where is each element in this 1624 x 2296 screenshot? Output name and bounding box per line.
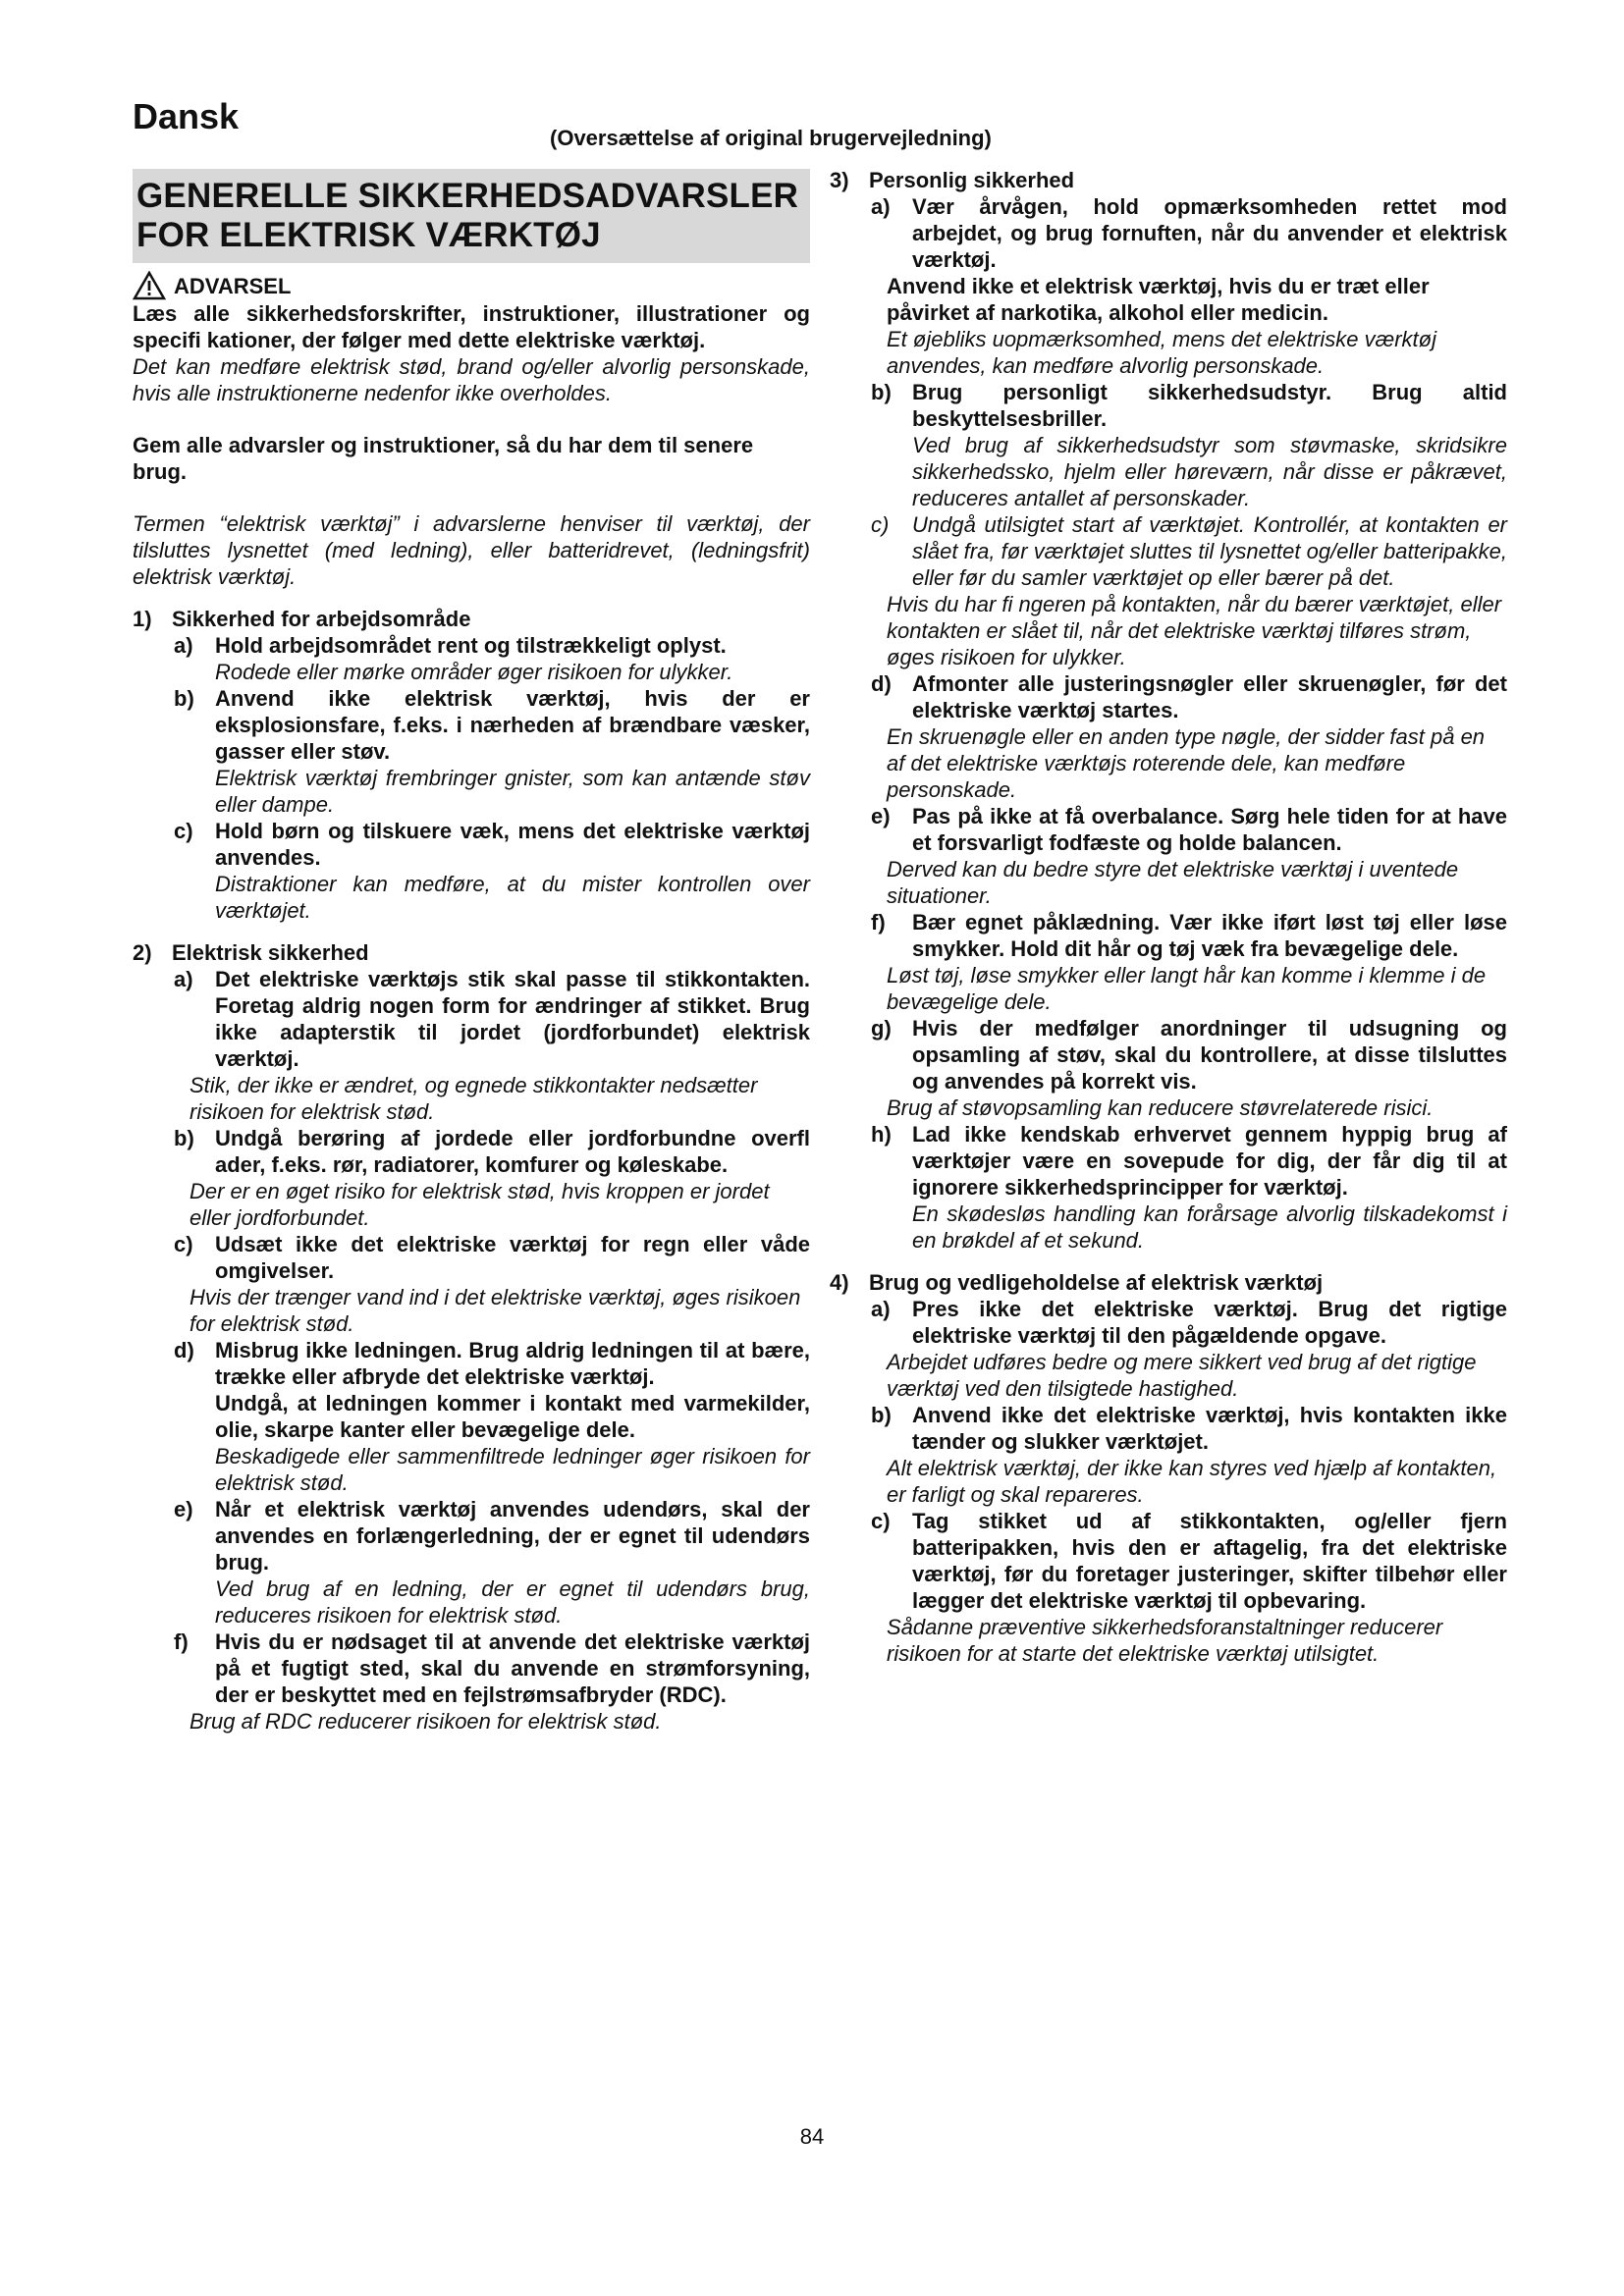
item-note: En skødesløs handling kan forårsage alvorlig tilskadekomst i en brøkdel af et sekund. [912,1201,1507,1253]
section-heading: GENERELLE SIKKERHEDSADVARSLER FOR ELEKTRISK VÆRKTØJ [133,169,810,263]
item-note: Brug af støvopsamling kan reducere støvrelaterede risici. [887,1095,1434,1120]
list-item: b) Undgå berøring af jordede eller jordforbundne overfl ader, f.eks. rør, radiatorer, komfurer og køleskabe. [174,1126,810,1177]
list-item: d) Afmonter alle justeringsnøgler eller skruenøgler, før det elektriske værktøj startes. [871,671,1507,722]
item-note: Beskadigede eller sammenfiltrede ledninger øger risikoen for elektrisk stød. [215,1444,810,1495]
intro-italic: Det kan medføre elektrisk stød, brand og/eller alvorlig personskade, hvis alle instruktionerne nedenfor ikke overholdes. [133,354,810,405]
item-note: Rodede eller mørke områder øger risikoen for ulykker. [215,660,733,684]
item-note: Derved kan du bedre styre det elektriske værktøj i uventede situationer. [887,857,1459,908]
item-note: Der er en øget risiko for elektrisk stød, hvis kroppen er jordet eller jordforbundet. [189,1179,770,1230]
list-item: g) Hvis der medfølger anordninger til udsugning og opsamling af støv, skal du kontrollere, at disse tilsluttes og anvendes på korrekt vis. [871,1016,1507,1094]
item-note: Ved brug af en ledning, der er egnet til udendørs brug, reduceres risikoen for elektrisk stød. [215,1576,810,1628]
item-note: Distraktioner kan medføre, at du mister kontrollen over værktøjet. [215,872,810,923]
document-subtitle: (Oversættelse af original brugervejledning) [550,126,992,150]
list-item: c) Hold børn og tilskuere væk, mens det elektriske værktøj anvendes. [174,819,810,870]
list-item: f) Hvis du er nødsaget til at anvende det elektriske værktøj på et fugtigt sted, skal du anvende en strømforsyning, der er beskyttet med en fejlstrømsafbryder (RDC). [174,1629,810,1707]
list-item: b) Anvend ikke det elektriske værktøj, hvis kontakten ikke tænder og slukker værktøjet. [871,1403,1507,1454]
intro-bold: Læs alle sikkerhedsforskrifter, instruktioner, illustrationer og specifi kationer, der følger med dette elektriske værktøj. [133,301,810,352]
section-1-title: 1) Sikkerhed for arbejdsområde [133,607,471,631]
item-note: En skruenøgle eller en anden type nøgle, der sidder fast på en af det elektriske værktøjs roterende dele, kan medføre personskade. [887,724,1486,802]
item-note: Sådanne præventive sikkerhedsforanstaltninger reducerer risikoen for at starte det elektriske værktøj utilsigtet. [887,1615,1443,1666]
list-item: a) Vær årvågen, hold opmærksomheden rettet mod arbejdet, og brug fornuften, når du anvender et elektrisk værktøj. [871,194,1507,272]
warning-label: ADVARSEL [174,273,292,298]
section-3-title: 3) Personlig sikkerhed [830,168,1075,192]
list-item: a) Hold arbejdsområdet rent og tilstrækkeligt oplyst. [174,633,727,658]
list-item: c) Tag stikket ud af stikkontakten, og/eller fjern batteripakken, hvis den er aftagelig, fra det elektriske værktøj, før du foretager justeringer, skifter tilbehør eller lægger det elektriske værktøj til opbevaring. [871,1509,1507,1613]
list-item: b) Brug personligt sikkerhedsudstyr. Brug altid beskyttelsesbriller. [871,380,1507,431]
list-item: f) Bær egnet påklædning. Vær ikke iført løst tøj eller løse smykker. Hold dit hår og tøj væk fra bevægelige dele. [871,910,1507,961]
list-item: c) Undgå utilsigtet start af værktøjet. Kontrollér, at kontakten er slået fra, før værktøjet sluttes til lysnettet og/eller batteripakke, eller før du samler værktøjet op eller bærer på det. [871,512,1507,590]
list-item: e) Når et elektrisk værktøj anvendes udendørs, skal der anvendes en forlængerledning, der er egnet til udendørs brug. [174,1497,810,1575]
keep-instructions: Gem alle advarsler og instruktioner, så du har dem til senere brug. [133,433,754,484]
list-item: d) Misbrug ikke ledningen. Brug aldrig ledningen til at bære, trække eller afbryde det elektriske værktøj. Undgå, at ledningen kommer i kontakt med varmekilder, olie, skarpe kanter eller bevægelige dele. [174,1338,810,1442]
item-note: Arbejdet udføres bedre og mere sikkert ved brug af det rigtige værktøj ved den tilsigtede hastighed. [887,1350,1477,1401]
item-note: Hvis du har fi ngeren på kontakten, når du bærer værktøjet, eller kontakten er slået til, når det elektriske værktøj tilføres strøm, øges risikoen for ulykker. [887,592,1502,669]
item-note: Elektrisk værktøj frembringer gnister, som kan antænde støv eller dampe. [215,766,810,817]
item-note: Alt elektrisk værktøj, der ikke kan styres ved hjælp af kontakten, er farligt og skal repareres. [887,1456,1497,1507]
list-item: a) Pres ikke det elektriske værktøj. Brug det rigtige elektriske værktøj til den pågældende opgave. [871,1297,1507,1348]
item-note: Hvis der trænger vand ind i det elektriske værktøj, øges risikoen for elektrisk stød. [189,1285,801,1336]
section-4-title: 4) Brug og vedligeholdelse af elektrisk værktøj [830,1270,1324,1295]
item-note: Brug af RDC reducerer risikoen for elektrisk stød. [189,1709,662,1734]
list-item: a) Det elektriske værktøjs stik skal passe til stikkontakten. Foretag aldrig nogen form for ændringer af stikket. Brug ikke adapterstik til jordet (jordforbundet) elektrisk værktøj. [174,967,810,1071]
item-note: Ved brug af sikkerhedsudstyr som støvmaske, skridsikre sikkerhedssko, hjelm eller høreværn, når disse er påkrævet, reduceres antallet af personskader. [912,433,1507,510]
section-2-title: 2) Elektrisk sikkerhed [133,940,369,965]
item-continuation: Anvend ikke et elektrisk værktøj, hvis du er træt eller påvirket af narkotika, alkohol eller medicin. [887,274,1430,325]
page-number: 84 [799,2124,825,2149]
list-item: e) Pas på ikke at få overbalance. Sørg hele tiden for at have et forsvarligt fodfæste og holde balancen. [871,804,1507,855]
list-item: c) Udsæt ikke det elektriske værktøj for regn eller våde omgivelser. [174,1232,810,1283]
list-item: b) Anvend ikke elektrisk værktøj, hvis der er eksplosionsfare, f.eks. i nærheden af brændbare væsker, gasser eller støv. [174,686,810,764]
right-column [830,167,1507,1667]
list-item: h) Lad ikke kendskab erhvervet gennem hyppig brug af værktøjer være en sovepude for dig, der får dig til at ignorere sikkerhedsprincipper for værktøj. [871,1122,1507,1200]
term-definition: Termen “elektrisk værktøj” i advarslerne henviser til værktøj, der tilsluttes lysnettet (med ledning), eller batteridrevet, (ledningsfrit) elektrisk værktøj. [133,511,810,589]
item-note: Løst tøj, løse smykker eller langt hår kan komme i klemme i de bevægelige dele. [887,963,1487,1014]
item-note: Stik, der ikke er ændret, og egnede stikkontakter nedsætter risikoen for elektrisk stød. [189,1073,758,1124]
language-title: Dansk [133,96,240,136]
warning-triangle-icon [133,271,166,300]
item-note: Et øjebliks uopmærksomhed, mens det elektriske værktøj anvendes, kan medføre alvorlig personskade. [887,327,1436,378]
warning-header [133,271,810,300]
left-column [133,169,810,1735]
